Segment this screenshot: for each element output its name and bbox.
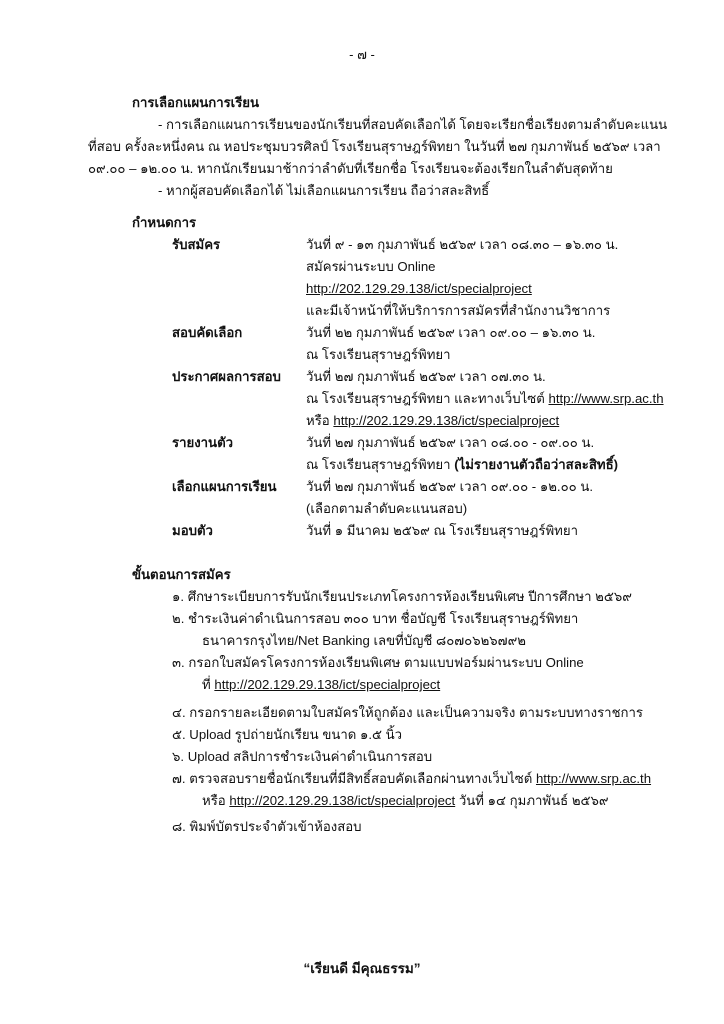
plan-paragraph-1 [88,114,668,202]
step-7-website-link[interactable]: http://www.srp.ac.th [535,771,652,786]
step-7-alt-link[interactable]: http://202.129.29.138/ict/specialproject [229,793,456,808]
register-online: สมัครผ่านระบบ Online [306,259,436,274]
step-3-link-row: ที่ http://202.129.29.138/ict/specialproject [202,677,441,692]
step-6: ๖. Upload สลิปการชำระเงินค่าดำเนินการสอบ [172,749,433,764]
announce-location: ณ โรงเรียนสุราษฎร์พิทยา และทางเว็บไซต์ http://www.srp.ac.th [306,391,664,406]
announce-alt: หรือ http://202.129.29.138/ict/specialproject [306,413,560,428]
enroll-label: มอบตัว [172,523,213,538]
steps-list [172,586,652,846]
plan-section [132,92,652,114]
report-location: ณ โรงเรียนสุราษฎร์พิทยา (ไม่รายงานตัวถือว่าสละสิทธิ์) [306,457,619,472]
register-details [306,234,618,322]
plan-p1-line2: ที่สอบ ครั้งละหนึ่งคน ณ หอประชุมบวรศิลป์ โรงเรียนสุราษฎร์พิทยา ในวันที่ ๒๗ กุมภาพันธ์ ๒๕๖๙ เวลา [88,139,661,154]
plan-p2: - หากผู้สอบคัดเลือกได้ ไม่เลือกแผนการเรียน ถือว่าสละสิทธิ์ [158,183,490,198]
exam-location: ณ โรงเรียนสุราษฎร์พิทยา [306,347,451,362]
step-2-account: ธนาคารกรุงไทย/Net Banking เลขที่บัญชี ๘๐๗๐๖๒๖๗๙๒ [202,633,526,648]
enroll-details [306,520,578,542]
step-4: ๔. กรอกรายละเอียดตามใบสมัครให้ถูกต้อง และเป็นความจริง ตามระบบทางราชการ [172,705,644,720]
register-service: และมีเจ้าหน้าที่ให้บริการการสมัครที่สำนักงานวิชาการ [306,303,611,318]
register-label: รับสมัคร [172,237,221,252]
announce-label: ประกาศผลการสอบ [172,369,281,384]
choose-plan-label: เลือกแผนการเรียน [172,479,277,494]
announce-alt-link[interactable]: http://202.129.29.138/ict/specialproject [333,413,560,428]
step-3-link[interactable]: http://202.129.29.138/ict/specialproject [214,677,441,692]
exam-details [306,322,595,366]
announce-date: วันที่ ๒๗ กุมภาพันธ์ ๒๕๖๙ เวลา ๐๗.๓๐ น. [306,369,546,384]
enroll-date: วันที่ ๑ มีนาคม ๒๕๖๙ ณ โรงเรียนสุราษฎร์พิทยา [306,523,578,538]
step-7: ๗. ตรวจสอบรายชื่อนักเรียนที่มีสิทธิ์สอบคัดเลือกผ่านทางเว็บไซต์ http://www.srp.ac.th [172,771,652,786]
report-label: รายงานตัว [172,435,234,450]
steps-heading: ขั้นตอนการสมัคร [132,567,231,582]
choose-plan-note: (เลือกตามลำดับคะแนนสอบ) [306,501,468,516]
choose-plan-date: วันที่ ๒๗ กุมภาพันธ์ ๒๕๖๙ เวลา ๐๙.๐๐ - ๑๒.๐๐ น. [306,479,594,494]
step-1: ๑. ศึกษาระเบียบการรับนักเรียนประเภทโครงการห้องเรียนพิเศษ ปีการศึกษา ๒๕๖๙ [172,589,632,604]
exam-date: วันที่ ๒๒ กุมภาพันธ์ ๒๕๖๙ เวลา ๐๙.๐๐ – ๑๖.๓๐ น. [306,325,596,340]
register-date: วันที่ ๙ - ๑๓ กุมภาพันธ์ ๒๕๖๙ เวลา ๐๘.๓๐ – ๑๖.๓๐ น. [306,237,619,252]
announce-details [306,366,664,432]
announce-website-link[interactable]: http://www.srp.ac.th [548,391,664,406]
report-date: วันที่ ๒๗ กุมภาพันธ์ ๒๕๖๙ เวลา ๐๘.๐๐ - ๐๙.๐๐ น. [306,435,595,450]
page-number: - ๗ - [349,47,375,62]
choose-plan-details [306,476,593,520]
step-8: ๘. พิมพ์บัตรประจำตัวเข้าห้องสอบ [172,819,362,834]
plan-heading: การเลือกแผนการเรียน [132,95,260,110]
plan-p1-line3: ๐๙.๐๐ – ๑๒.๐๐ น. หากนักเรียนมาช้ากว่าลำดับที่เรียกชื่อ โรงเรียนจะต้องเรียกในลำดับสุดท้าย [88,161,613,176]
school-motto: “เรียนดี มีคุณธรรม” [303,961,421,976]
step-5: ๕. Upload รูปถ่ายนักเรียน ขนาด ๑.๕ นิ้ว [172,727,403,742]
register-link[interactable]: http://202.129.29.138/ict/specialproject [306,281,532,296]
schedule-table [172,234,664,554]
report-warning: (ไม่รายงานตัวถือว่าสละสิทธิ์) [454,457,619,472]
schedule-heading: กำหนดการ [132,215,197,230]
step-3: ๓. กรอกใบสมัครโครงการห้องเรียนพิเศษ ตามแบบฟอร์มผ่านระบบ Online [172,655,584,670]
report-details [306,432,618,476]
exam-label: สอบคัดเลือก [172,325,243,340]
step-7-alt: หรือ http://202.129.29.138/ict/specialproject วันที่ ๑๔ กุมภาพันธ์ ๒๕๖๙ [202,793,609,808]
plan-p1-line1: - การเลือกแผนการเรียนของนักเรียนที่สอบคัดเลือกได้ โดยจะเรียกชื่อเรียงตามลำดับคะแนน [158,117,668,132]
step-2: ๒. ชำระเงินค่าดำเนินการสอบ ๓๐๐ บาท ชื่อบัญชี โรงเรียนสุราษฎร์พิทยา [172,611,579,626]
